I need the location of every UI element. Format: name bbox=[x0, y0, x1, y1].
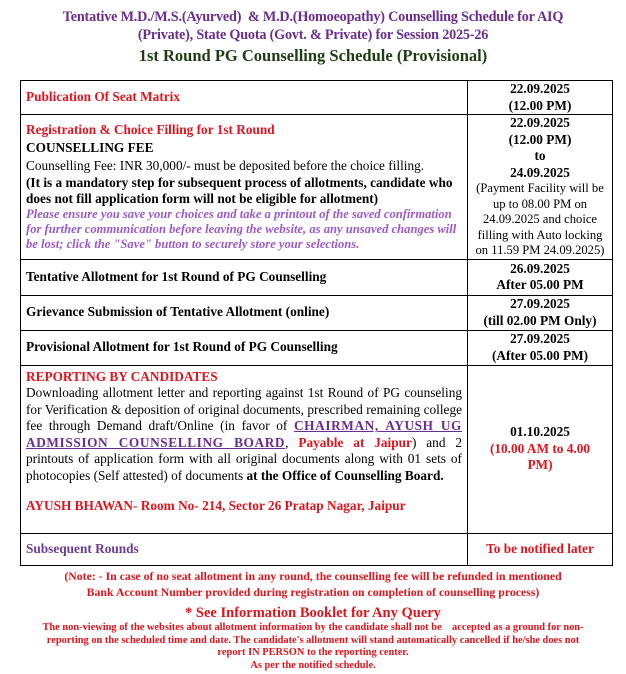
table-row-reporting bbox=[21, 365, 613, 533]
date-cell bbox=[468, 259, 613, 295]
time-line: (10.00 AM to 4.00 PM) bbox=[489, 440, 591, 473]
date-cell bbox=[468, 330, 613, 365]
reporting-text-part2: ) and 2 printouts of application form with all original documents along with 01 sets of photocopies (Self attested) of documents bbox=[26, 434, 463, 483]
table-row-registration bbox=[21, 115, 613, 260]
date-line: 22.09.2025 bbox=[510, 81, 570, 96]
event-title: Subsequent Rounds bbox=[26, 540, 139, 556]
table-row-subsequent-rounds bbox=[21, 533, 613, 565]
end-date-line: 24.09.2025 bbox=[510, 164, 570, 180]
mandatory-text: (It is a mandatory step for subsequent process of allotments, candidate who does not fill application form will not be eligible for allotment) bbox=[26, 175, 453, 207]
event-cell bbox=[21, 365, 468, 533]
time-line: (12.00 PM) bbox=[508, 131, 572, 147]
save-note: Please ensure you save your choices and take a printout of the saved confirmation for further communication before leaving the website, as any unsaved changes will be lost; click the "Save" button to securely store your selections. bbox=[26, 207, 457, 252]
table-row-tentative-allotment bbox=[21, 259, 613, 295]
refund-note-text: (Note: - In case of no seat allotment in any round, the counselling fee will be refunded in mentioned Bank Account Number provided during registration on completion of counselling process) bbox=[64, 569, 562, 599]
date-cell bbox=[468, 365, 613, 533]
date-line: 22.09.2025 bbox=[510, 115, 570, 130]
date-line: To be notified later bbox=[486, 540, 594, 556]
table-row-grievance bbox=[21, 295, 613, 330]
date-cell bbox=[468, 533, 613, 565]
event-title: Registration & Choice Filling for 1st Round bbox=[26, 122, 275, 138]
title-line-2: (Private), State Quota (Govt. & Private) for Session 2025-26 bbox=[137, 27, 489, 43]
event-cell bbox=[21, 295, 468, 330]
schedule-table bbox=[20, 80, 613, 566]
event-cell bbox=[21, 115, 468, 260]
schedule-note: As per the notified schedule. bbox=[250, 659, 376, 671]
document-title bbox=[0, 8, 626, 44]
time-line: (till 02.00 PM Only) bbox=[483, 312, 597, 328]
time-line: (After 05.00 PM) bbox=[491, 347, 589, 363]
time-line: (12.00 PM) bbox=[508, 97, 572, 113]
date-line: 01.10.2025 bbox=[510, 424, 570, 440]
date-line: 27.09.2025 bbox=[510, 331, 570, 346]
reporting-text-part1: Downloading allotment letter and reporting against 1st Round of PG counseling for Verification & deposition of original documents, prescribed remaining college fee through Demand draft/Online (in favor of bbox=[26, 385, 462, 433]
event-title: Provisional Allotment for 1st Round of PG Counselling bbox=[26, 339, 338, 355]
event-cell bbox=[21, 330, 468, 365]
event-title: REPORTING BY CANDIDATES bbox=[26, 368, 218, 384]
date-line: 27.09.2025 bbox=[510, 296, 570, 311]
fee-text: Counselling Fee: INR 30,000/- must be deposited before the choice filling. bbox=[26, 158, 425, 174]
event-title: Tentative Allotment for 1st Round of PG Counselling bbox=[26, 268, 327, 284]
fee-heading: COUNSELLING FEE bbox=[26, 140, 154, 156]
reporting-text bbox=[26, 385, 462, 484]
event-title: Publication Of Seat Matrix bbox=[26, 89, 181, 105]
disclaimer-note bbox=[40, 622, 586, 672]
time-line: After 05.00 PM bbox=[496, 277, 584, 292]
event-cell bbox=[21, 81, 468, 115]
nonviewing-note: The non-viewing of the websites about allotment information by the candidate shall not be accepted as a ground for non-reporting on the scheduled time and date. The candidate's allotment will stand automatically cancelled if he/she does not report IN PERSON to the reporting center. bbox=[42, 622, 584, 658]
office-text: at the Office of Counselling Board. bbox=[246, 467, 444, 483]
payable-text: Payable at Jaipur bbox=[298, 434, 412, 450]
refund-note bbox=[0, 568, 626, 600]
date-cell bbox=[468, 115, 613, 260]
booklet-note: * See Information Booklet for Any Query bbox=[185, 605, 441, 621]
payment-note: (Payment Facility will be up to 08.00 PM on 24.09.2025 and choice filling with Auto locking on 11.59 PM 24.09.2025) bbox=[475, 181, 605, 257]
table-row-provisional-allotment bbox=[21, 330, 613, 365]
table-row-seat-matrix bbox=[21, 81, 613, 115]
event-cell bbox=[21, 259, 468, 295]
comma: , bbox=[285, 434, 299, 450]
event-title: Grievance Submission of Tentative Allotment (online) bbox=[26, 304, 330, 320]
event-cell bbox=[21, 533, 468, 565]
chairman-link[interactable]: CHAIRMAN, AYUSH UG ADMISSION COUNSELLING BOARD bbox=[26, 418, 462, 450]
date-cell bbox=[468, 81, 613, 115]
schedule-subtitle: 1st Round PG Counselling Schedule (Provisional) bbox=[138, 46, 488, 65]
address-text: AYUSH BHAWAN- Room No- 214, Sector 26 Pratap Nagar, Jaipur bbox=[26, 498, 406, 513]
to-line: to bbox=[534, 148, 546, 163]
date-line: 26.09.2025 bbox=[510, 260, 570, 276]
date-cell bbox=[468, 295, 613, 330]
title-line-1: Tentative M.D./M.S.(Ayurved) & M.D.(Homoeopathy) Counselling Schedule for AIQ bbox=[62, 9, 564, 25]
